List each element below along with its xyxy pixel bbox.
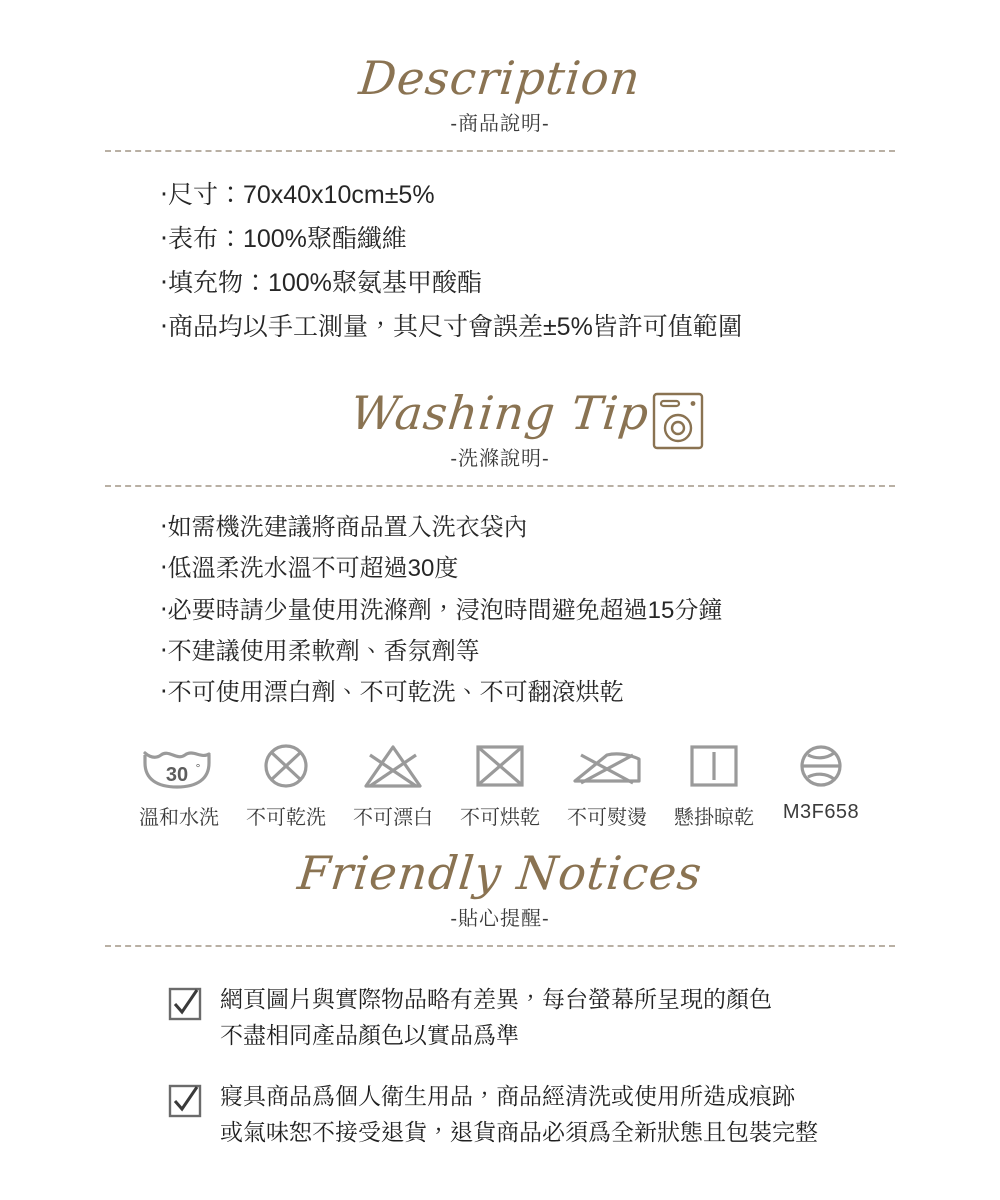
- line-dry-icon: [661, 739, 768, 793]
- care-symbol-caption: 不可熨燙: [567, 807, 647, 830]
- notices-sub-title: -貼心提醒-: [450, 908, 550, 930]
- description-script-title: Description: [356, 51, 644, 105]
- notice-line: 寢具商品爲個人衛生用品，商品經清洗或使用所造成痕跡: [220, 1084, 795, 1111]
- washing-machine-icon: [652, 392, 704, 450]
- notices-heading: [0, 846, 1000, 931]
- washing-sub-title: -洗滌說明-: [450, 448, 550, 470]
- wash-tub-30-icon: [126, 739, 233, 793]
- care-symbol-caption: 懸掛晾乾: [674, 807, 754, 830]
- list-item: ‧低溫柔洗水溫不可超過30度: [160, 555, 459, 583]
- notice-text: [220, 983, 772, 1054]
- list-item: ‧商品均以手工測量，其尺寸會誤差±5%皆許可值範圍: [160, 313, 743, 341]
- notice-text: [220, 1080, 818, 1151]
- care-symbol-no-dryclean: [233, 739, 340, 830]
- description-list: [0, 174, 1000, 348]
- care-symbol-caption: 不可乾洗: [246, 807, 326, 830]
- list-item: ‧填充物：100%聚氨基甲酸酯: [160, 269, 482, 297]
- care-symbol-no-bleach: [340, 739, 447, 830]
- list-item: ‧必要時請少量使用洗滌劑，浸泡時間避免超過15分鐘: [160, 596, 723, 624]
- list-item: ‧不可使用漂白劑、不可乾洗、不可翻滾烘乾: [160, 679, 624, 707]
- washing-list: [0, 507, 1000, 713]
- svg-text:°: °: [195, 761, 201, 776]
- care-symbol-row: [0, 739, 1000, 830]
- care-symbol-caption: M3F658: [782, 801, 860, 824]
- notice-line: 不盡相同產品顏色以實品爲準: [220, 1022, 519, 1049]
- description-heading: [0, 51, 1000, 136]
- checked-box-icon: [168, 987, 202, 1026]
- no-dryclean-icon: [233, 739, 340, 793]
- care-symbol-caption: 溫和水洗: [139, 807, 219, 830]
- list-item: ‧不建議使用柔軟劑、香氛劑等: [160, 637, 480, 665]
- code-emblem-icon: [768, 739, 875, 793]
- description-section: [0, 51, 1000, 348]
- notice-line: 或氣味恕不接受退貨，退貨商品必須爲全新狀態且包裝完整: [220, 1119, 818, 1146]
- care-symbol-caption: 不可漂白: [353, 807, 433, 830]
- list-item: ‧表布：100%聚酯纖維: [160, 225, 407, 253]
- notice-line: 網頁圖片與實際物品略有差異，每台螢幕所呈現的顏色: [220, 987, 772, 1013]
- washing-script-title: Washing Tip: [348, 386, 652, 440]
- notices-script-title: Friendly Notices: [295, 846, 705, 900]
- list-item: ‧如需機洗建議將商品置入洗衣袋內: [160, 514, 528, 541]
- svg-text:30: 30: [165, 764, 189, 787]
- no-bleach-icon: [340, 739, 447, 793]
- washing-section: [0, 386, 1000, 830]
- care-symbol-line-dry: [661, 739, 768, 830]
- checked-box-icon: [168, 1084, 202, 1123]
- washing-divider: [105, 485, 895, 487]
- list-item: [168, 1080, 1000, 1151]
- care-symbol-caption: 不可烘乾: [460, 807, 540, 830]
- description-divider: [105, 150, 895, 152]
- washing-heading: [0, 386, 1000, 471]
- notices-section: [0, 846, 1000, 1178]
- care-symbol-no-tumble-dry: [447, 739, 554, 830]
- no-iron-icon: [554, 739, 661, 793]
- description-sub-title: -商品說明-: [450, 113, 550, 135]
- no-tumble-dry-icon: [447, 739, 554, 793]
- care-symbol-wash: [126, 739, 233, 830]
- list-item: [168, 983, 1000, 1054]
- care-symbol-code: [768, 739, 875, 830]
- notices-list: [0, 983, 1000, 1152]
- list-item: ‧尺寸：70x40x10cm±5%: [160, 181, 435, 209]
- notices-divider: [105, 945, 895, 947]
- care-symbol-no-iron: [554, 739, 661, 830]
